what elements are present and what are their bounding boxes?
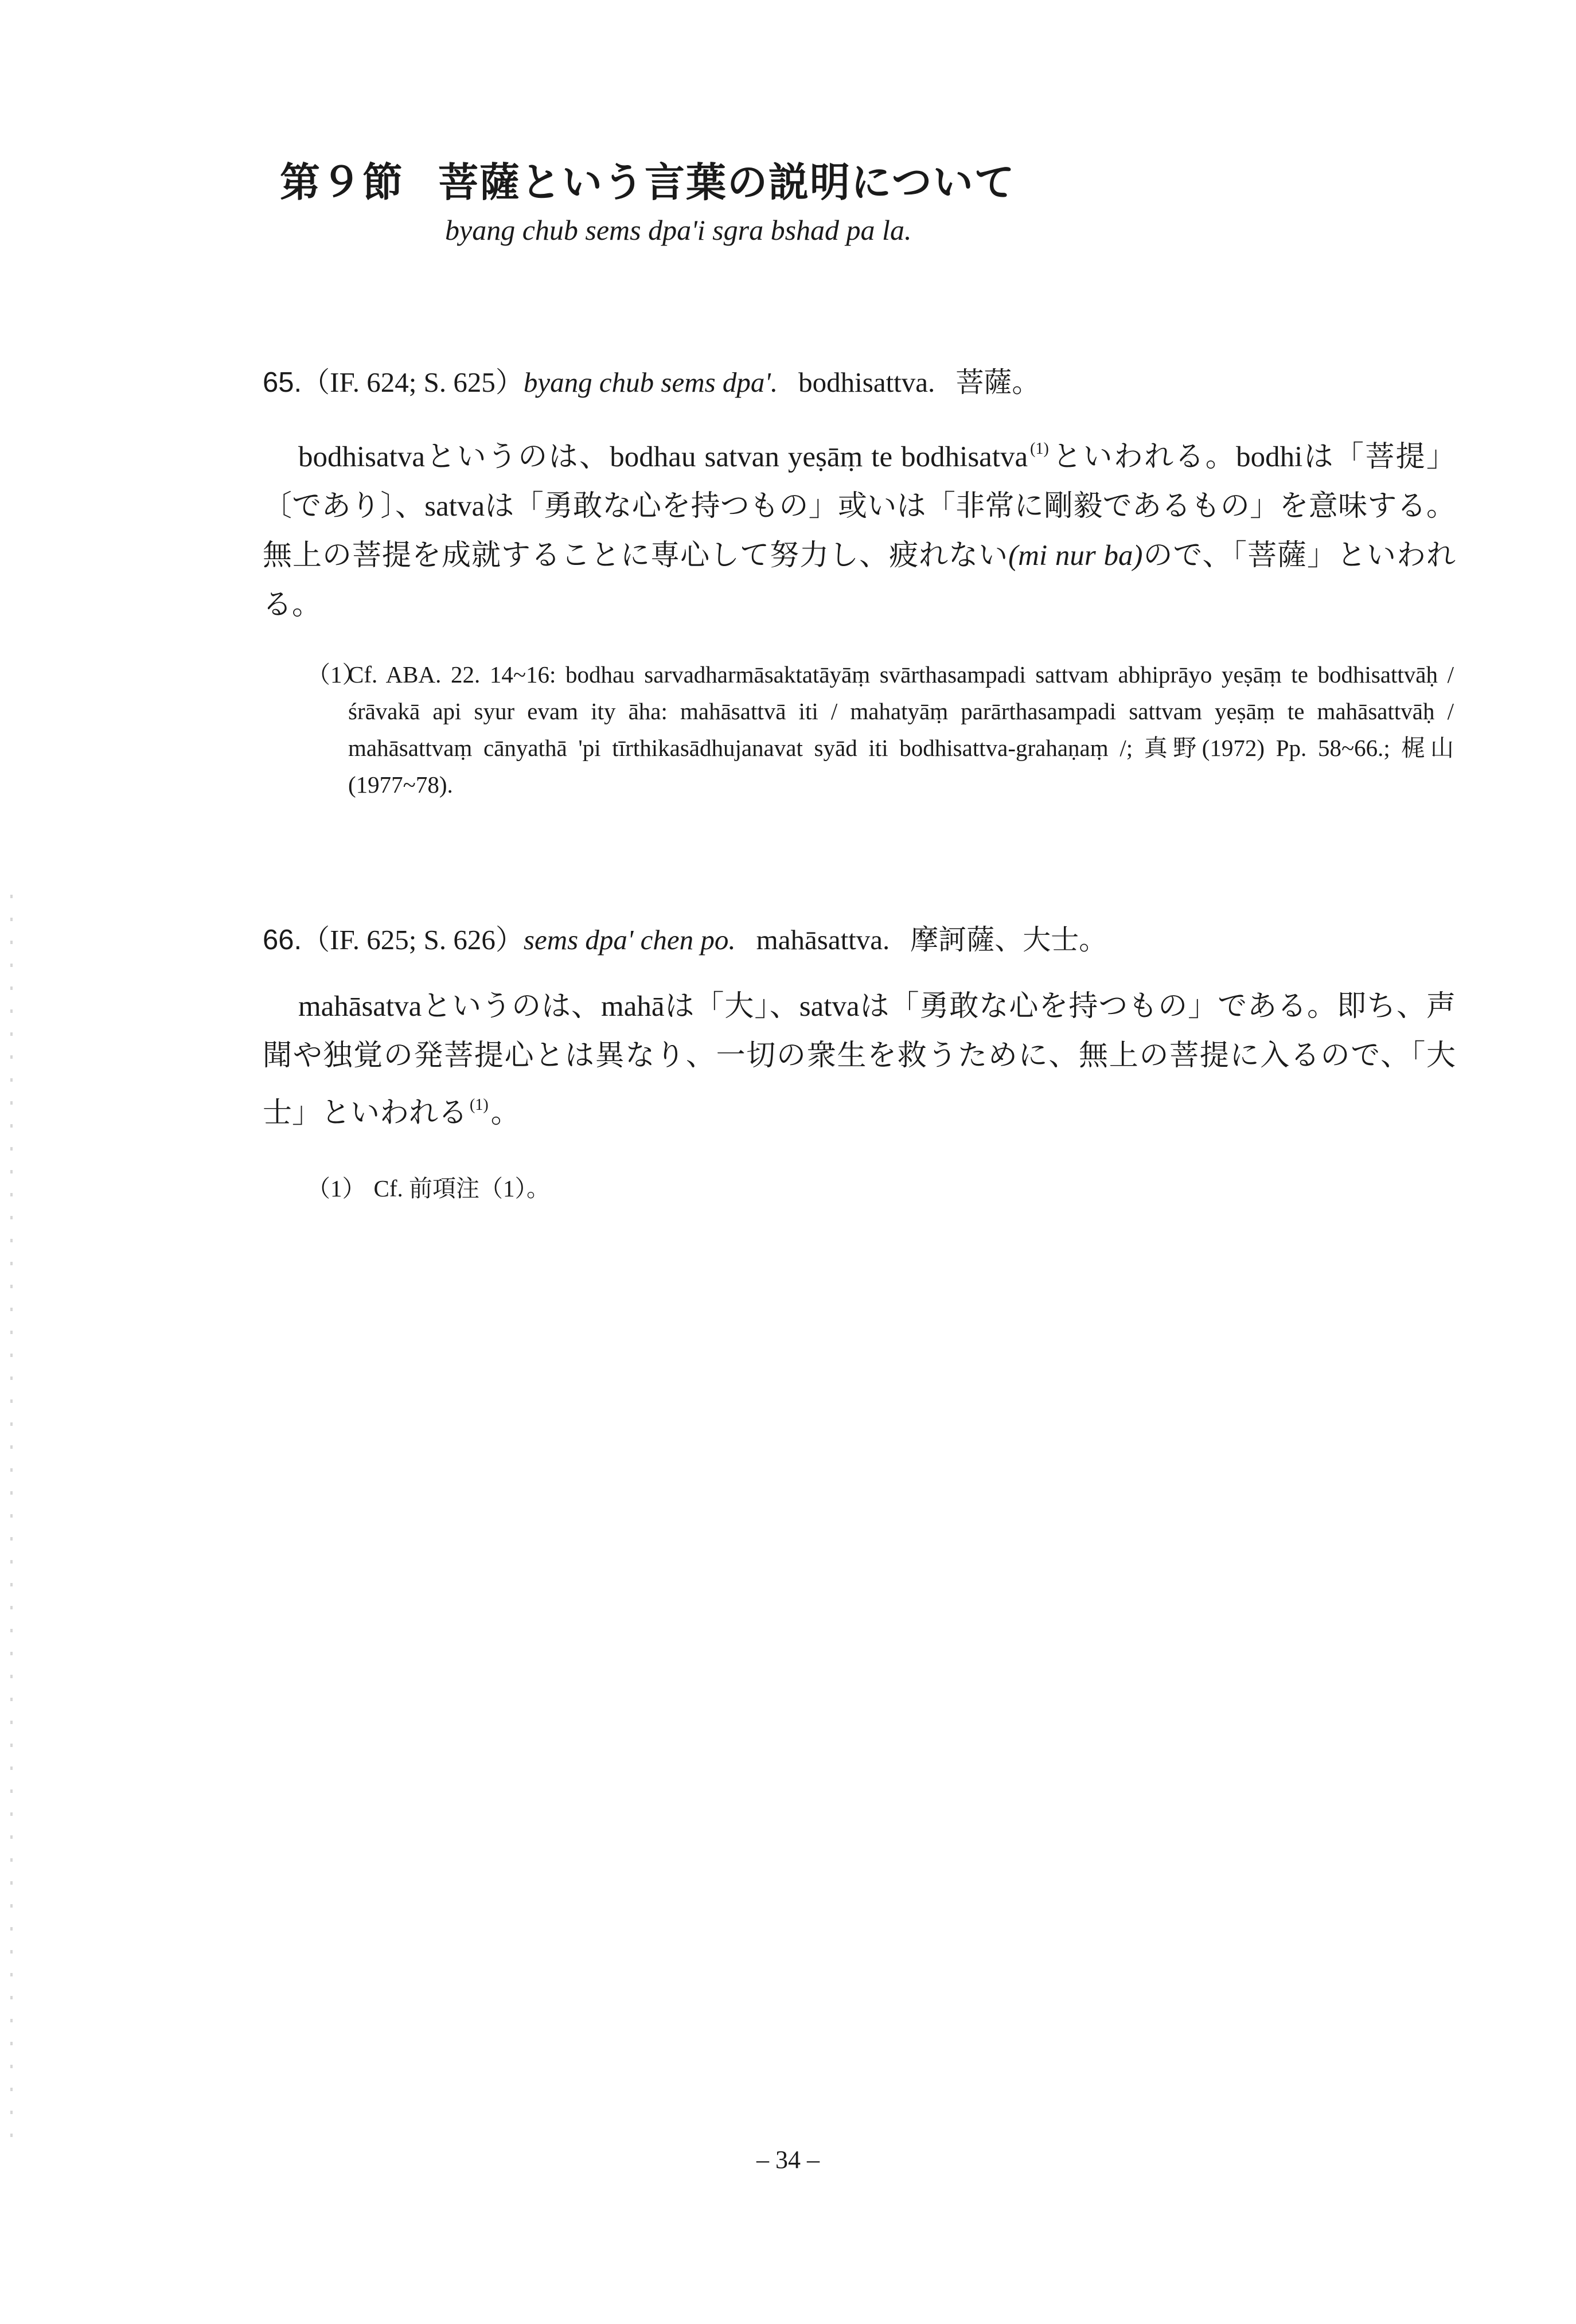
entry-sanskrit: bodhisattva.	[798, 366, 935, 398]
entry-body-65	[263, 424, 1456, 630]
footnote-text: Cf. 前項注（1）。	[373, 1175, 550, 1202]
footnote-marker: （1）	[307, 1175, 366, 1202]
entry-japanese: 摩訶薩、大士。	[910, 924, 1107, 956]
section-heading	[280, 150, 1016, 208]
body-text-part: mahāsatvaというのは、mahāは「大」、satvaは「勇敢な心を持つもの」である。即ち、声聞や独覚の発菩提心とは異なり、一切の衆生を救うために、無上の菩提に入るので、「大士」といわれる	[263, 991, 1456, 1129]
entry-heading-66	[263, 918, 1107, 958]
scan-edge-marks	[10, 895, 13, 2157]
footnote-text: Cf. ABA. 22. 14~16: bodhau sarvadharmāsaktatāyāṃ svārthasampadi sattvam abhiprāyo yeṣāṃ te bodhisattvāḥ / śrāvakā api syur evam ity āha: mahāsattvā iti / mahatyāṃ parārthasampadi sattvam yeṣāṃ te mahāsattvāḥ / mahāsattvaṃ cānyathā 'pi tīrthikasādhujanavat syād iti bodhisattva-grahaṇaṃ /; 真野(1972) Pp. 58~66.; 梶山(1977~78).	[348, 661, 1454, 798]
entry-body-66	[263, 982, 1456, 1138]
entry-reference: （IF. 625; S. 626）	[302, 924, 524, 956]
entry-japanese: 菩薩。	[955, 366, 1040, 398]
footnote-marker: （1）	[307, 661, 366, 688]
footnote-ref: (1)	[1030, 440, 1049, 458]
section-subtitle: byang chub sems dpa'i sgra bshad pa la.	[445, 214, 912, 246]
entry-tibetan: byang chub sems dpa'.	[523, 366, 778, 398]
body-text-part: bodhisatvaというのは、bodhau satvan yeṣāṃ te bodhisatva	[298, 441, 1028, 473]
page-number: – 34 –	[756, 2146, 820, 2174]
body-text-part: 。	[490, 1097, 520, 1129]
section-title: 菩薩という言葉の説明について	[438, 161, 1016, 205]
body-text-part: といわれる。bodhiは「菩提」〔であり〕、satvaは「勇敢な心を持つもの」或いは「非常に剛毅であるもの」を意味する。無上の菩提を成就することに専心して努力し、疲れない	[263, 441, 1456, 572]
entry-sanskrit: mahāsattva.	[756, 924, 890, 956]
footnote-65	[307, 656, 1454, 803]
footnote-ref: (1)	[470, 1096, 489, 1114]
entry-heading-65	[263, 360, 1040, 400]
section-number: 第９節	[280, 161, 404, 205]
entry-number: 65.	[263, 367, 302, 398]
entry-tibetan: sems dpa' chen po.	[523, 924, 736, 956]
footnote-66	[307, 1170, 1454, 1207]
entry-number: 66.	[263, 925, 302, 956]
body-tibetan-gloss: (mi nur ba)	[1008, 540, 1143, 572]
entry-reference: （IF. 624; S. 625）	[302, 366, 524, 398]
body-text-part: ので、「菩薩」といわれる。	[263, 540, 1456, 621]
